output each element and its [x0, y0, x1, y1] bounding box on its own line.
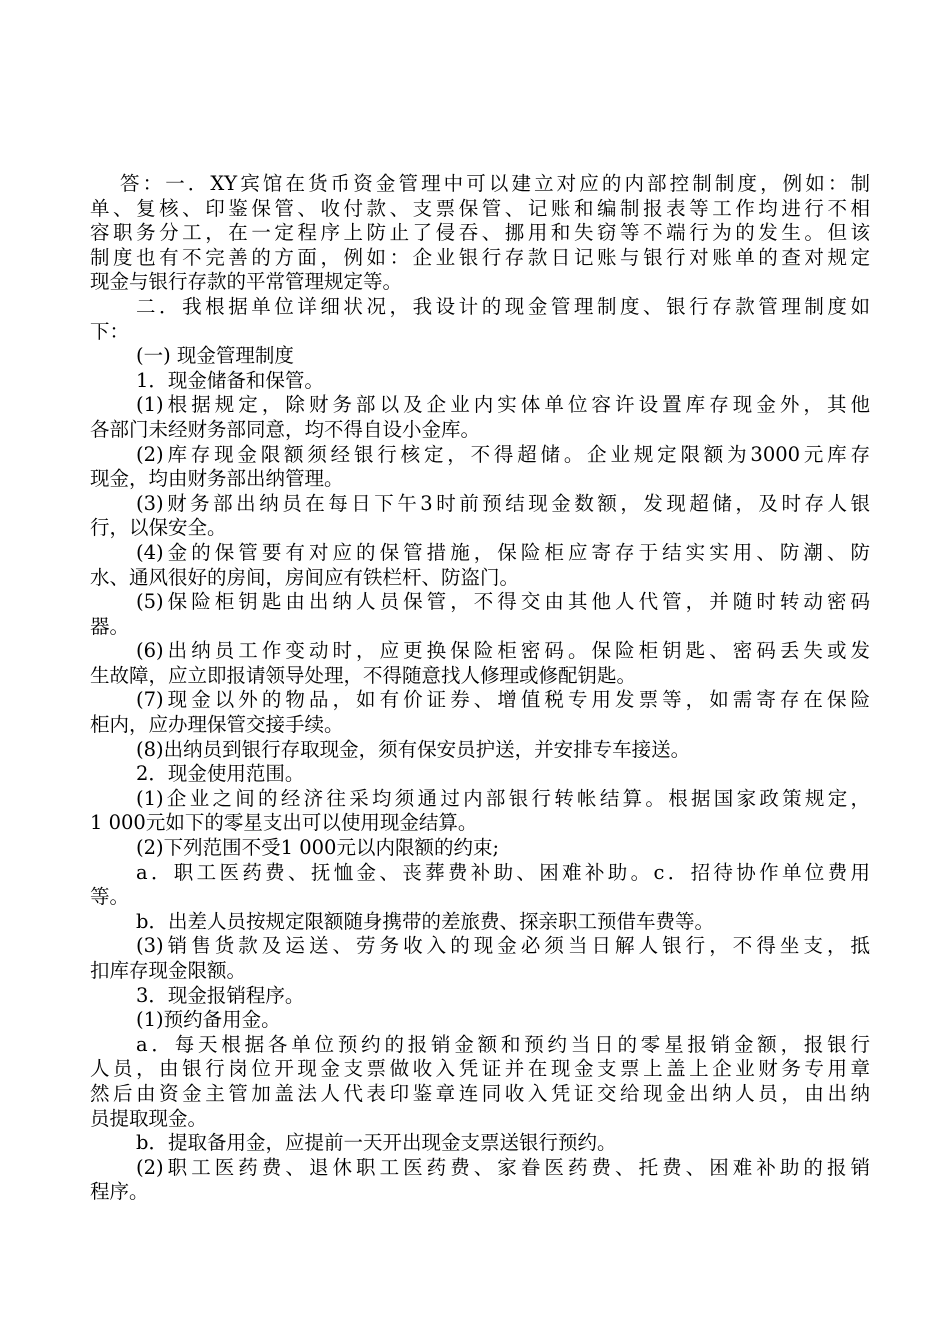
item-2-1-line-1: (1)企业之间的经济往采均须通过内部银行转帐结算。根据国家政策规定， [136, 786, 870, 810]
document-body [90, 172, 870, 1205]
item-1-1-line-2: 各部门未经财务部同意，均不得自设小金库。 [90, 417, 481, 441]
item-1-2-line-1: (2)库存现金限额须经银行核定，不得超储。企业规定限额为3000元库存 [136, 442, 870, 466]
item-1-3-line-2: 行，以保安全。 [90, 516, 227, 540]
heading-reimbursement: 3．现金报销程序。 [136, 983, 305, 1007]
item-2-2: (2)下列范围不受1 000元以内限额的约束; [136, 836, 500, 860]
heading-cash-usage: 2．现金使用范围。 [136, 762, 305, 786]
heading-cash-storage: 1．现金储备和保管。 [136, 368, 324, 392]
item-1-2-line-2: 现金，均由财务部出纳管理。 [90, 467, 344, 491]
answer-line-2: 单、复核、印鉴保管、收付款、支票保管、记账和编制报表等工作均进行不相 [90, 196, 870, 220]
item-1-4-line-1: (4)金的保管要有对应的保管措施，保险柜应寄存于结实实用、防潮、防 [136, 540, 870, 564]
item-2-2-a-line-2: 等。 [90, 885, 130, 909]
item-3-1-a-line-1: a．每天根据各单位预约的报销金额和预约当日的零星报销金额，报银行 [136, 1032, 870, 1056]
answer-line-1: 答：一．XY宾馆在货币资金管理中可以建立对应的内部控制制度，例如：制 [120, 172, 870, 195]
item-1-6-line-2: 生故障，应立即报请领导处理，不得随意找人修理或修配钥匙。 [90, 663, 637, 687]
item-1-6-line-1: (6)出纳员工作变动时，应更换保险柜密码。保险柜钥匙、密码丢失或发 [136, 639, 870, 663]
heading-cash-management: (一) 现金管理制度 [136, 344, 294, 368]
item-3-1: (1)预约备用金。 [136, 1008, 281, 1032]
item-1-1-line-1: (1)根据规定，除财务部以及企业内实体单位容许设置库存现金外，其他 [136, 393, 870, 417]
item-2-1-line-2: 1 000元如下的零星支出可以使用现金结算。 [90, 811, 478, 835]
item-3-1-a-line-4: 员提取现金。 [90, 1106, 208, 1130]
item-1-7-line-1: (7)现金以外的物品，如有价证券、增值税专用发票等，如需寄存在保险 [136, 688, 870, 712]
item-1-8: (8)出纳员到银行存取现金，须有保安员护送，并安排专车接送。 [136, 737, 691, 761]
item-1-5-line-2: 器。 [90, 614, 130, 638]
item-3-1-a-line-3: 然后由资金主管加盖法人代表印鉴章连同收入凭证交给现金出纳人员，由出纳 [90, 1081, 870, 1105]
item-2-3-line-2: 扣库存现金限额。 [90, 959, 247, 982]
item-2-2-a-line-1: a．职工医药费、抚恤金、丧葬费补助、困难补助。c．招待协作单位费用 [136, 860, 870, 884]
item-1-3-line-1: (3)财务部出纳员在每日下午3时前预结现金数额，发现超储，及时存人银 [136, 491, 870, 515]
answer-line-3: 容职务分工，在一定程序上防止了侵吞、挪用和失窃等不端行为的发生。但该 [90, 221, 870, 245]
section-two-line-2: 下： [90, 319, 130, 343]
item-2-2-b: b．出差人员按规定限额随身携带的差旅费、探亲职工预借车费等。 [136, 909, 714, 933]
answer-line-5: 现金与银行存款的平常管理规定等。 [90, 270, 403, 294]
item-3-1-a-line-2: 人员，由银行岗位开现金支票做收入凭证并在现金支票上盖上企业财务专用章 [90, 1057, 870, 1081]
item-1-5-line-1: (5)保险柜钥匙由出纳人员保管，不得交由其他人代管，并随时转动密码 [136, 590, 870, 614]
item-1-7-line-2: 柜内，应办理保管交接手续。 [90, 713, 344, 737]
item-3-2-line-2: 程序。 [90, 1180, 149, 1204]
item-3-2-line-1: (2)职工医药费、退休职工医药费、家眷医药费、托费、困难补助的报销 [136, 1155, 870, 1179]
item-2-3-line-1: (3)销售货款及运送、劳务收入的现金必须当日解人银行，不得坐支，抵 [136, 934, 870, 958]
item-3-1-b: b．提取备用金，应提前一天开出现金支票送银行预约。 [136, 1131, 617, 1155]
section-two-line-1: 二．我根据单位详细状况，我设计的现金管理制度、银行存款管理制度如 [136, 294, 870, 318]
answer-line-4: 制度也有不完善的方面，例如：企业银行存款日记账与银行对账单的查对规定 [90, 245, 870, 269]
item-1-4-line-2: 水、通风很好的房间，房间应有铁栏杆、防盗门。 [90, 565, 520, 589]
